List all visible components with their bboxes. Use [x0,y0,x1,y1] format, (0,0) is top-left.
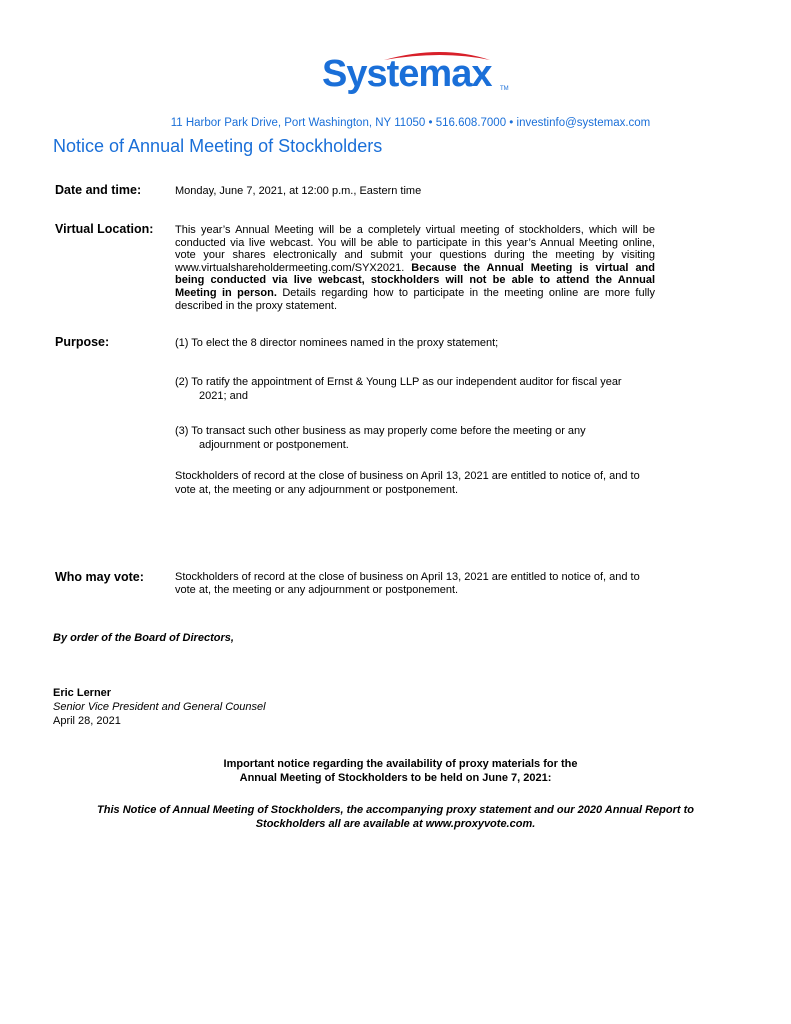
notice-italic-1: This Notice of Annual Meeting of Stockholders, the accompanying proxy statement and our 2020 Annual Report to [97,804,694,816]
purpose-item-1: (1) To elect the 8 director nominees named in the proxy statement; [175,337,499,349]
logo-trademark: TM [500,86,509,92]
location-bold: Because the Annual Meeting is virtual and being conducted via live webcast, stockholders will not be able to attend the Annual Meeting in person. [175,261,655,299]
notice-line-2: Annual Meeting of Stockholders to be held on June 7, 2021: [239,772,552,784]
signer-name: Eric Lerner [53,687,112,699]
purpose-item-2: (2) To ratify the appointment of Ernst & Young LLP as our independent auditor for fiscal year 2021; and [175,376,622,402]
location-label: Virtual Location: [55,222,154,236]
date-label: Date and time: [55,183,142,197]
signer-role: Senior Vice President and General Counsel [53,701,266,713]
logo-text: Systemax [322,53,492,95]
systemax-logo [322,50,512,96]
location-text [175,224,655,312]
purpose-label: Purpose: [55,335,110,349]
vote-value: Stockholders of record at the close of business on April 13, 2021 are entitled to notice of, and to vote at, the meeting or any adjournment or postponement. [175,571,640,596]
board-order: By order of the Board of Directors, [53,632,234,644]
location-text-1: This year’s Annual Meeting will be a completely virtual meeting of stockholders, which will be conducted via live webcast. You will be able to participate in this year’s Annual Meeting online, vote your shares electronically and submit your questions during the meeting by visiting www.virtualshareholdermeeting.com/SYX2021. [175,224,655,274]
page-title: Notice of Annual Meeting of Stockholders [53,136,383,156]
location-text-2: Details regarding how to participate in the meeting online are more fully described in the proxy statement. [175,286,655,312]
notice-line-1: Important notice regarding the availability of proxy materials for the [223,758,578,770]
purpose-item-3: (3) To transact such other business as may properly come before the meeting or any adjournment or postponement. [175,425,586,451]
purpose-record: Stockholders of record at the close of business on April 13, 2021 are entitled to notice of, and to vote at, the meeting or any adjournment or postponement. [175,470,640,496]
notice-italic-2: Stockholders all are available at www.proxyvote.com. [255,818,536,830]
date-value: Monday, June 7, 2021, at 12:00 p.m., Eastern time [175,185,422,197]
company-address: 11 Harbor Park Drive, Port Washington, NY 11050 • 516.608.7000 • investinfo@systemax.com [170,117,651,129]
signoff-date: April 28, 2021 [53,715,121,727]
vote-label: Who may vote: [55,570,144,584]
